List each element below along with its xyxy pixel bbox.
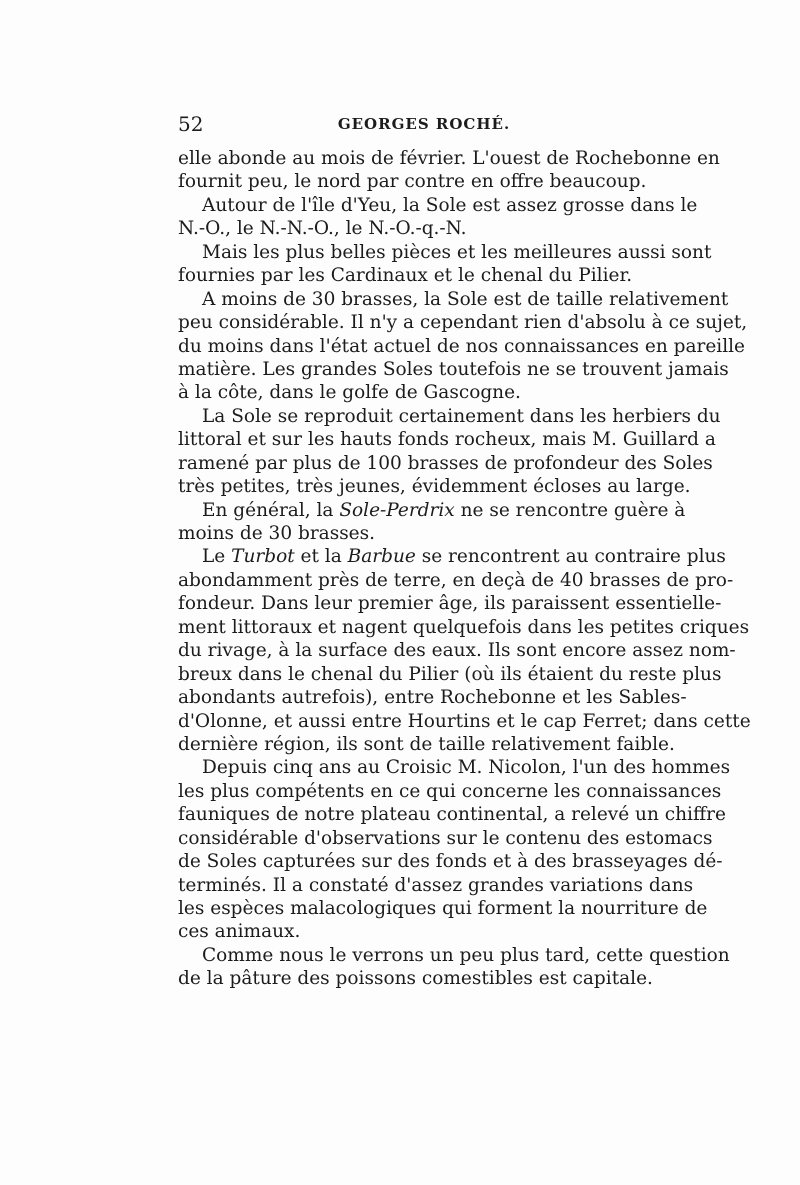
text-line: considérable d'observations sur le contenu des estomacs — [178, 827, 713, 849]
text-line: dernière région, ils sont de taille relativement faible. — [178, 733, 675, 755]
text-line: fauniques de notre plateau continental, a relevé un chiffre — [178, 804, 726, 826]
species-name-barbue: Barbue — [347, 546, 416, 568]
text-line: Comme nous le verrons un peu plus tard, cette question — [202, 944, 730, 966]
text-line: abondamment près de terre, en deçà de 40 brasses de pro- — [178, 569, 734, 591]
text-line: de la pâture des poissons comestibles est capitale. — [178, 968, 653, 990]
text-line: N.-O., le N.-N.-O., le N.-O.-q.-N. — [178, 218, 467, 240]
text-line: matière. Les grandes Soles toutefois ne se trouvent jamais — [178, 358, 729, 380]
text-line: fondeur. Dans leur premier âge, ils paraissent essentielle- — [178, 593, 722, 615]
text-segment: Le — [202, 546, 226, 568]
text-segment: ne se rencontre guère à — [460, 499, 686, 521]
text-line — [178, 499, 686, 522]
text-line: Mais les plus belles pièces et les meilleures aussi sont — [202, 241, 712, 263]
text-line: A moins de 30 brasses, la Sole est de taille relativement — [202, 288, 729, 310]
text-line: de Soles capturées sur des fonds et à des brasseyages dé- — [178, 851, 723, 873]
text-line: moins de 30 brasses. — [178, 523, 376, 544]
text-segment: et la — [300, 546, 342, 568]
text-line: abondants autrefois), entre Rochebonne et les Sables- — [178, 687, 687, 709]
text-line: fournit peu, le nord par contre en offre beaucoup. — [178, 171, 647, 193]
text-line: Autour de l'île d'Yeu, la Sole est assez grosse dans le — [202, 194, 698, 216]
text-line: fournies par les Cardinaux et le chenal du Pilier. — [178, 265, 633, 287]
text-line — [178, 545, 726, 568]
text-line: peu considérable. Il n'y a cependant rien d'absolu à ce sujet, — [178, 312, 748, 334]
text-line: à la côte, dans le golfe de Gascogne. — [178, 382, 521, 404]
text-line: les espèces malacologiques qui forment la nourriture de — [178, 898, 708, 919]
text-line: littoral et sur les hauts fonds rocheux, mais M. Guillard a — [178, 429, 716, 451]
text-segment: En général, la — [202, 499, 334, 521]
running-head: GEORGES ROCHÉ. — [337, 115, 511, 133]
text-line: La Sole se reproduit certainement dans les herbiers du — [202, 405, 721, 427]
text-line: Depuis cinq ans au Croisic M. Nicolon, l'un des hommes — [202, 757, 731, 779]
text-line: d'Olonne, et aussi entre Hourtins et le cap Ferret; dans cette — [178, 710, 751, 732]
text-line: du moins dans l'état actuel de nos connaissances en pareille — [178, 335, 745, 357]
text-line: elle abonde au mois de février. L'ouest de Rochebonne en — [178, 148, 720, 169]
text-line: ment littoraux et nagent quelquefois dans les petites criques — [178, 616, 750, 638]
text-line: les plus compétents en ce qui concerne les connaissances — [178, 780, 722, 802]
page-number: 52 — [178, 112, 204, 136]
text-line: du rivage, à la surface des eaux. Ils sont encore assez nom- — [178, 640, 736, 662]
species-name-turbot: Turbot — [231, 546, 295, 568]
text-line: ramené par plus de 100 brasses de profondeur des Soles — [178, 452, 713, 474]
text-line: breux dans le chenal du Pilier (où ils étaient du reste plus — [178, 663, 722, 685]
text-line: terminés. Il a constaté d'assez grandes variations dans — [178, 874, 694, 896]
body-text — [178, 147, 751, 991]
text-segment: se rencontrent au contraire plus — [421, 546, 726, 568]
page-header — [178, 110, 670, 138]
species-name-sole-perdrix: Sole-Perdrix — [339, 499, 455, 521]
text-line: très petites, très jeunes, évidemment écloses au large. — [178, 476, 691, 498]
text-line: ces animaux. — [178, 921, 301, 943]
